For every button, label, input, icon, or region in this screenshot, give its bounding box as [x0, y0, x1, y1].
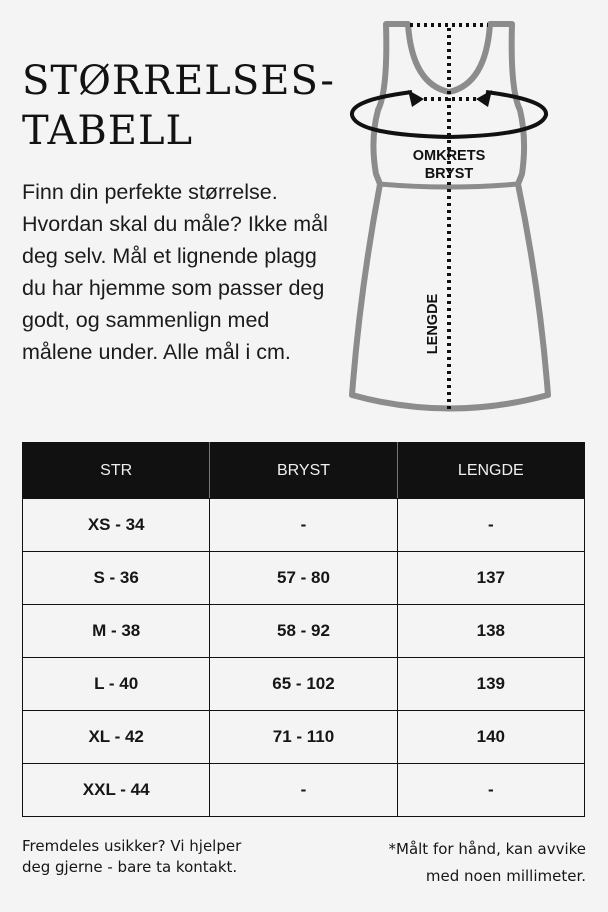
header-size: STR	[23, 443, 210, 499]
cell-chest: 71 - 110	[210, 711, 397, 764]
size-table-header-row	[23, 443, 585, 499]
cell-length: 140	[397, 711, 584, 764]
page-title	[22, 56, 335, 156]
chest-label-line-2: BRYST	[424, 166, 474, 182]
cell-length: -	[397, 499, 584, 552]
cell-chest: 58 - 92	[210, 605, 397, 658]
chest-label-line-1: OMKRETS	[412, 148, 486, 164]
cell-size: XL - 42	[23, 711, 210, 764]
length-label: LENGDE	[425, 293, 441, 355]
contact-note	[22, 836, 312, 878]
cell-chest: -	[210, 499, 397, 552]
table-row	[23, 499, 585, 552]
cell-size: M - 38	[23, 605, 210, 658]
cell-length: 139	[397, 658, 584, 711]
cell-chest: 65 - 102	[210, 658, 397, 711]
disclaimer-line-1: *Målt for hånd, kan avvike	[388, 840, 586, 858]
size-table	[22, 442, 585, 817]
header-length: LENGDE	[397, 443, 584, 499]
cell-length: 137	[397, 552, 584, 605]
cell-length: -	[397, 764, 584, 817]
cell-size: XXL - 44	[23, 764, 210, 817]
measurement-disclaimer	[296, 836, 586, 890]
page-title-line-1: STØRRELSES-	[22, 58, 335, 104]
table-row	[23, 658, 585, 711]
contact-note-line-1: Fremdeles usikker? Vi hjelper	[22, 837, 242, 855]
table-row	[23, 711, 585, 764]
cell-chest: -	[210, 764, 397, 817]
cell-size: XS - 34	[23, 499, 210, 552]
cell-size: L - 40	[23, 658, 210, 711]
cell-length: 138	[397, 605, 584, 658]
contact-note-line-2: deg gjerne - bare ta kontakt.	[22, 858, 238, 876]
table-row	[23, 605, 585, 658]
table-row	[23, 552, 585, 605]
table-row	[23, 764, 585, 817]
header-chest: BRYST	[210, 443, 397, 499]
intro-text: Finn din perfekte størrelse. Hvordan skal du måle? Ikke mål deg selv. Mål et lignende plagg du har hjemme som passer deg godt, og sammenlign med målene under. Alle mål i cm.	[22, 180, 328, 364]
dress-measurement-diagram	[340, 16, 560, 424]
disclaimer-line-2: med noen millimeter.	[425, 867, 586, 885]
cell-chest: 57 - 80	[210, 552, 397, 605]
page-title-line-2: TABELL	[22, 108, 194, 154]
cell-size: S - 36	[23, 552, 210, 605]
